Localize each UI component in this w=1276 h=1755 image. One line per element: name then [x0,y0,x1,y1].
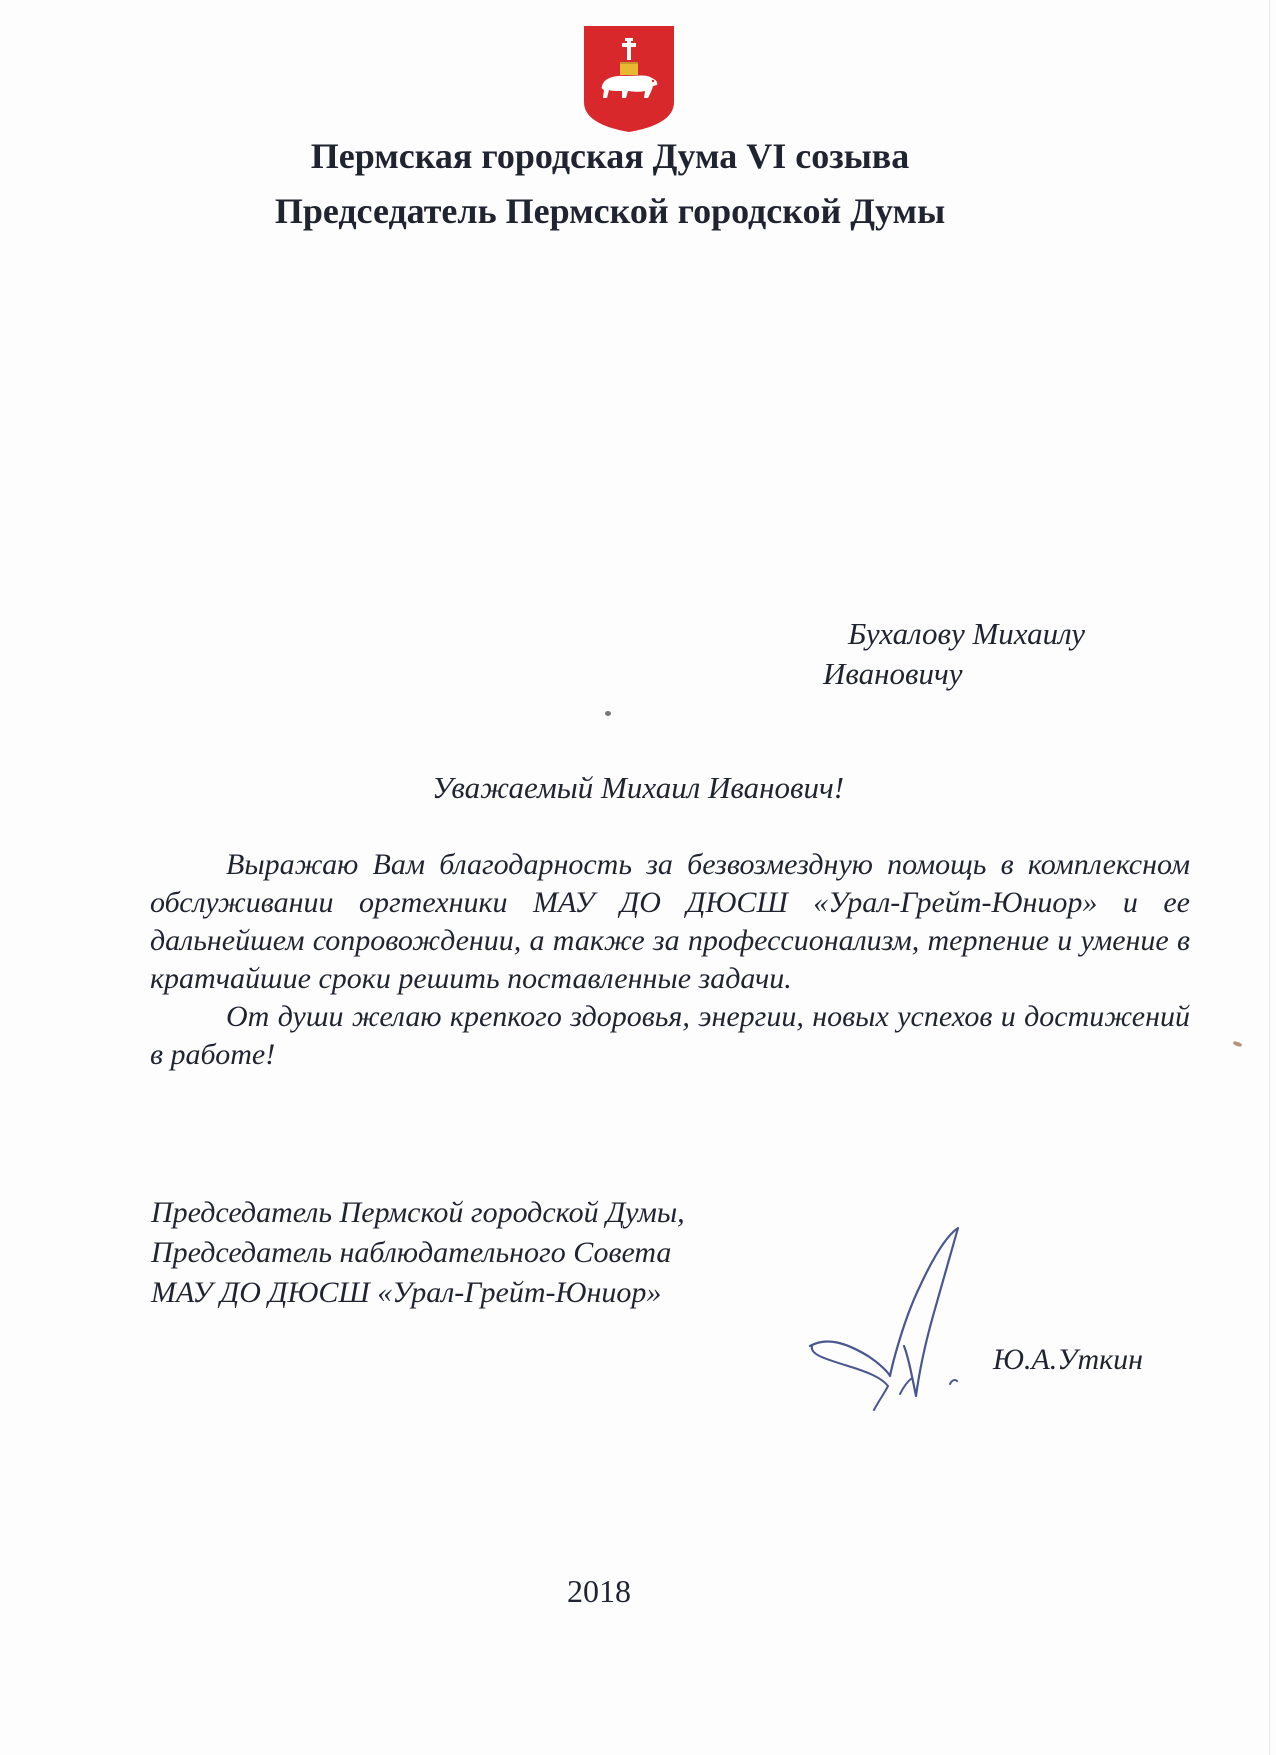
letter-body [150,846,1190,1074]
letter-year: 2018 [567,1573,631,1609]
scan-speck [1233,1041,1243,1048]
header-line-1: Пермская городская Дума VI созыва [310,136,910,176]
recipient-line-1: Бухалову Михаилу [848,616,1086,651]
recipient-line-2: Ивановичу [823,656,963,691]
signature-title-line-1: Председатель Пермской городской Думы, [151,1196,685,1229]
greeting: Уважаемый Михаил Иванович! [431,770,845,805]
body-paragraph-1: Выражаю Вам благодарность за безвозмездную помощь в комплексном обслуживании оргтехники МАУ ДО ДЮСШ «Урал-Грейт-Юниор» и ее дальнейшем сопровождении, а также за профессионализм, терпение и умение в кратчайшие сроки решить поставленные задачи. [150,848,1190,995]
handwritten-signature-icon [808,1226,978,1426]
signature-title-line-3: МАУ ДО ДЮСШ «Урал-Грейт-Юниор» [151,1276,662,1309]
header-line-2: Председатель Пермской городской Думы [274,191,946,231]
scan-edge-line [1269,0,1270,1755]
signer-name: Ю.А.Уткин [993,1343,1144,1376]
signature-title-block [151,1193,685,1313]
perm-coat-of-arms-icon [582,24,676,134]
signature-title-line-2: Председатель наблюдательного Совета [151,1236,672,1269]
scan-speck [605,711,611,716]
body-paragraph-2: От души желаю крепкого здоровья, энергии, новых успехов и достижений в работе! [150,1000,1190,1071]
